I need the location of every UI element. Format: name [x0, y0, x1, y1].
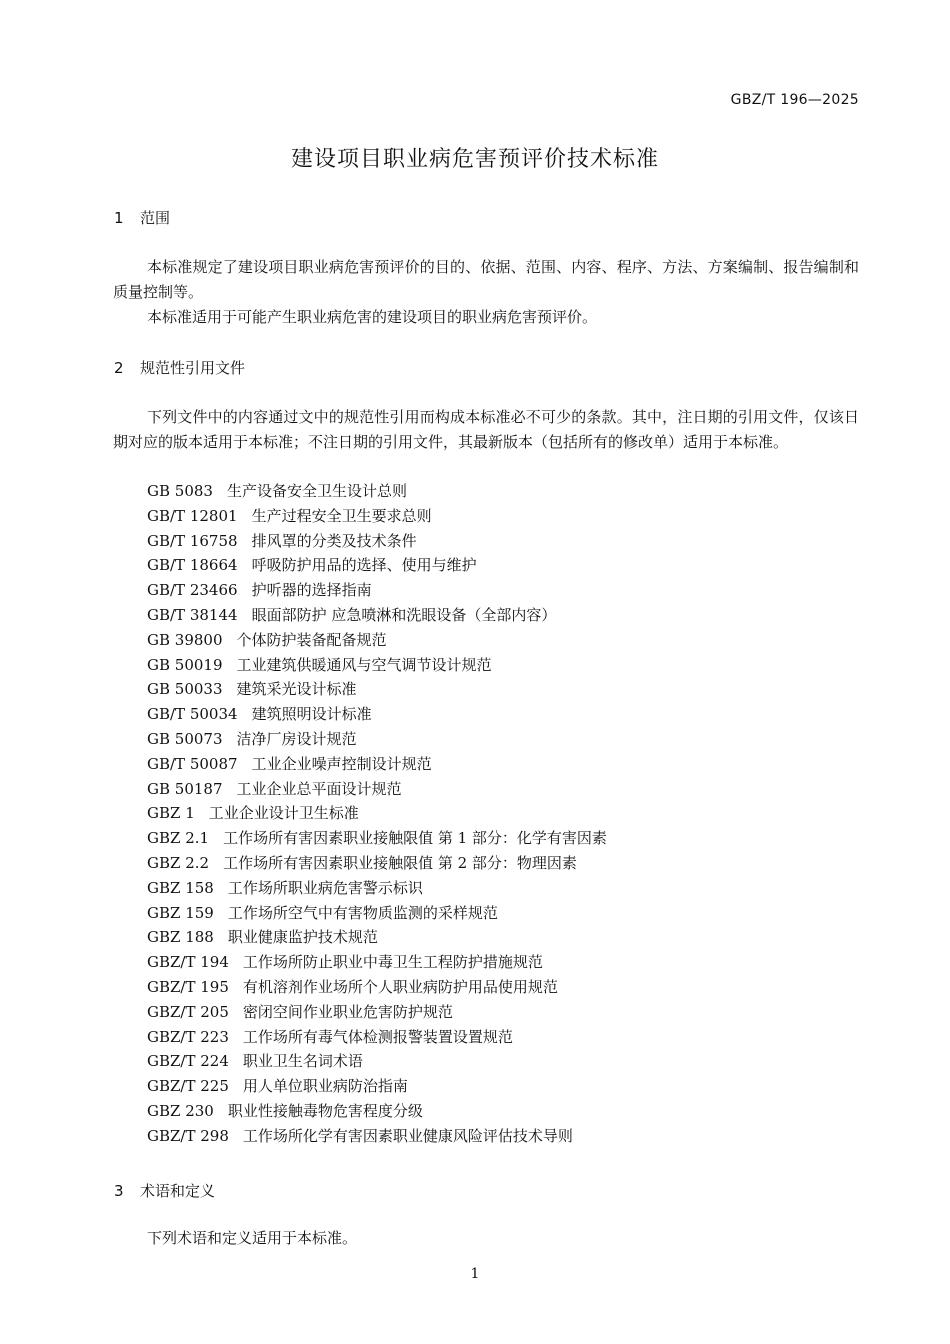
reference-item: [147, 1049, 607, 1074]
reference-title: 工业企业噪声控制设计规范: [251, 754, 432, 773]
reference-code: GBZ 230: [147, 1101, 214, 1120]
reference-title: 职业健康监护技术规范: [227, 928, 378, 947]
section-3-heading: [114, 1180, 215, 1201]
reference-title: 工作场所有害因素职业接触限值 第 1 部分：化学有害因素: [223, 829, 607, 848]
reference-title: 建筑采光设计标准: [236, 680, 357, 699]
section-1-heading: [114, 207, 170, 228]
reference-title: 工作场所有毒气体检测报警装置设置规范: [242, 1027, 513, 1046]
section-number: 3: [114, 1182, 124, 1200]
section-title: 规范性引用文件: [140, 359, 246, 377]
reference-title: 工作场所空气中有害物质监测的采样规范: [227, 903, 498, 922]
reference-title: 有机溶剂作业场所个人职业病防护用品使用规范: [242, 977, 558, 996]
reference-title: 呼吸防护用品的选择、使用与维护: [251, 556, 477, 575]
reference-code: GBZ 158: [147, 878, 214, 897]
reference-code: GBZ 2.2: [147, 853, 210, 872]
reference-title: 个体防护装备配备规范: [236, 630, 387, 649]
reference-title: 生产过程安全卫生要求总则: [251, 506, 432, 525]
reference-title: 洁净厂房设计规范: [236, 729, 357, 748]
section-1-paragraph-1: 本标准规定了建设项目职业病危害预评价的目的、依据、范围、内容、程序、方法、方案编制、报告编制和质量控制等。: [113, 258, 859, 301]
reference-item: [147, 1000, 607, 1025]
reference-item: [147, 677, 607, 702]
reference-item: [147, 578, 607, 603]
reference-item: [147, 504, 607, 529]
reference-item: [147, 1025, 607, 1050]
reference-item: [147, 975, 607, 1000]
reference-title: 建筑照明设计标准: [251, 705, 372, 724]
reference-item: [147, 777, 607, 802]
reference-item: [147, 851, 607, 876]
reference-item: [147, 529, 607, 554]
section-1-paragraph-2: 本标准适用于可能产生职业病危害的建设项目的职业病危害预评价。: [147, 308, 598, 326]
reference-code: GB 50019: [147, 655, 223, 674]
reference-item: [147, 479, 607, 504]
reference-code: GBZ 159: [147, 903, 214, 922]
reference-code: GB 5083: [147, 482, 213, 500]
section-2-paragraph-1: 下列文件中的内容通过文中的规范性引用而构成本标准必不可少的条款。其中，注日期的引用文件，仅该日期对应的版本适用于本标准；不注日期的引用文件，其最新版本（包括所有的修改单）适用于本标准。: [113, 408, 859, 451]
document-title: 建设项目职业病危害预评价技术标准: [290, 147, 659, 172]
reference-code: GBZ/T 205: [147, 1002, 229, 1021]
reference-item: [147, 925, 607, 950]
reference-title: 工作场所防止职业中毒卫生工程防护措施规范: [242, 953, 543, 972]
reference-code: GB/T 12801: [147, 506, 238, 525]
section-title: 范围: [140, 209, 171, 227]
reference-code: GBZ/T 194: [147, 953, 229, 972]
reference-item: [147, 603, 607, 628]
reference-title: 排风罩的分类及技术条件: [251, 531, 417, 550]
reference-title: 护听器的选择指南: [251, 581, 372, 600]
reference-title: 工作场所有害因素职业接触限值 第 2 部分：物理因素: [223, 853, 577, 872]
reference-code: GB/T 18664: [147, 556, 238, 575]
reference-code: GBZ 188: [147, 928, 214, 947]
reference-code: GBZ 2.1: [147, 829, 210, 848]
standard-code: GBZ/T 196—2025: [730, 92, 859, 108]
section-title: 术语和定义: [140, 1182, 216, 1200]
reference-item: [147, 801, 607, 826]
section-number: 1: [114, 209, 124, 227]
section-2-heading: [114, 357, 245, 378]
reference-item: [147, 653, 607, 678]
reference-code: GB/T 50087: [147, 754, 238, 773]
reference-code: GBZ/T 298: [147, 1126, 229, 1145]
reference-item: [147, 752, 607, 777]
reference-item: [147, 727, 607, 752]
reference-item: [147, 1074, 607, 1099]
reference-item: [147, 826, 607, 851]
reference-title: 工业企业设计卫生标准: [208, 804, 359, 823]
reference-title: 生产设备安全卫生设计总则: [226, 482, 407, 500]
reference-item: [147, 1124, 607, 1149]
reference-title: 工业建筑供暖通风与空气调节设计规范: [236, 655, 492, 674]
reference-title: 职业卫生名词术语: [242, 1052, 363, 1071]
reference-code: GB 50073: [147, 729, 223, 748]
normative-references-list: [147, 479, 607, 1149]
reference-code: GB 39800: [147, 630, 223, 649]
reference-code: GBZ/T 223: [147, 1027, 229, 1046]
reference-code: GB/T 38144: [147, 605, 238, 624]
reference-item: [147, 628, 607, 653]
reference-title: 职业性接触毒物危害程度分级: [227, 1101, 423, 1120]
section-number: 2: [114, 359, 124, 377]
reference-title: 工业企业总平面设计规范: [236, 779, 402, 798]
reference-title: 用人单位职业病防治指南: [242, 1077, 408, 1096]
page-number: 1: [470, 1266, 480, 1282]
reference-title: 工作场所职业病危害警示标识: [227, 878, 423, 897]
reference-code: GB/T 23466: [147, 581, 238, 600]
reference-code: GBZ/T 225: [147, 1077, 229, 1096]
reference-code: GBZ/T 224: [147, 1052, 229, 1071]
reference-title: 密闭空间作业职业危害防护规范: [242, 1002, 453, 1021]
reference-code: GB/T 50034: [147, 705, 238, 724]
reference-code: GB 50033: [147, 680, 223, 699]
reference-item: [147, 901, 607, 926]
reference-item: [147, 876, 607, 901]
reference-code: GB/T 16758: [147, 531, 238, 550]
reference-item: [147, 1099, 607, 1124]
reference-title: 眼面部防护 应急喷淋和洗眼设备（全部内容）: [251, 605, 557, 624]
reference-code: GB 50187: [147, 779, 223, 798]
reference-item: [147, 950, 607, 975]
reference-item: [147, 702, 607, 727]
section-3-paragraph-1: 下列术语和定义适用于本标准。: [147, 1229, 358, 1247]
reference-item: [147, 553, 607, 578]
reference-title: 工作场所化学有害因素职业健康风险评估技术导则: [242, 1126, 573, 1145]
reference-code: GBZ 1: [147, 804, 195, 823]
reference-code: GBZ/T 195: [147, 977, 229, 996]
